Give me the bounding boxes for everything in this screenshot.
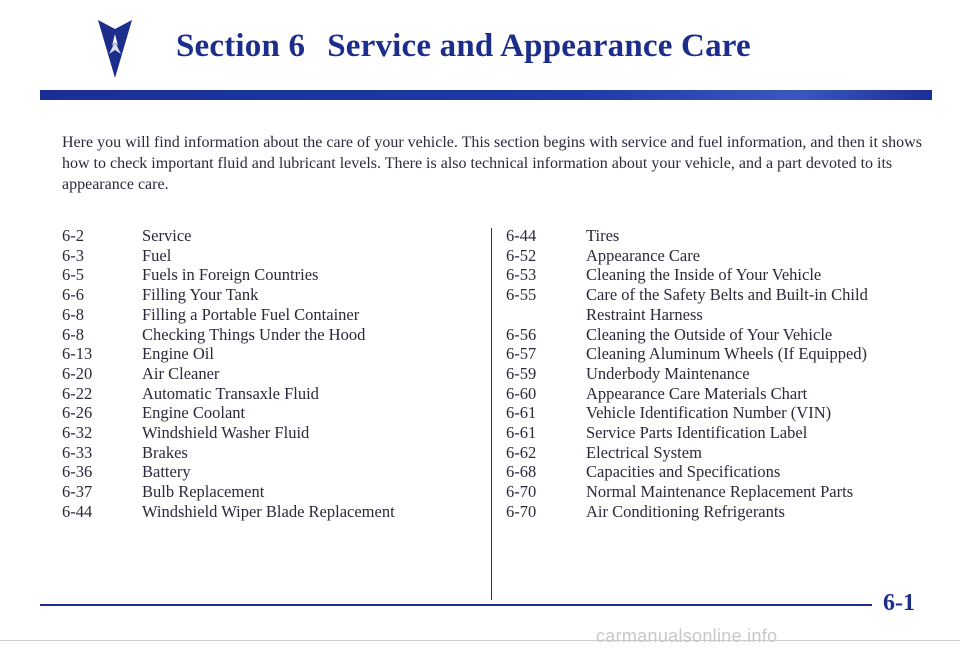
toc-title: Care of the Safety Belts and Built-in Child <box>586 285 868 305</box>
toc-title: Cleaning the Outside of Your Vehicle <box>586 324 833 344</box>
toc-entry <box>506 344 926 364</box>
toc-entry <box>506 403 926 423</box>
toc-title: Appearance Care Materials Chart <box>586 383 808 403</box>
toc-page: 6-44 <box>62 501 93 521</box>
toc-entry-continuation <box>506 305 926 325</box>
section-number: Section 6 <box>176 28 306 64</box>
page-number: 6-1 <box>883 590 915 616</box>
toc-page: 6-70 <box>506 482 537 502</box>
toc-title: Fuels in Foreign Countries <box>142 265 319 285</box>
toc-title: Fuel <box>142 245 172 265</box>
toc-entry <box>62 384 462 404</box>
toc-title: Cleaning the Inside of Your Vehicle <box>586 265 822 285</box>
toc-entry <box>506 443 926 463</box>
toc-page: 6-61 <box>506 403 537 423</box>
toc-title-continuation: Restraint Harness <box>586 304 703 324</box>
toc-title: Windshield Wiper Blade Replacement <box>142 501 395 521</box>
toc-entry <box>506 502 926 522</box>
pontiac-arrowhead-logo-icon <box>98 20 132 78</box>
section-title: Service and Appearance Care <box>327 28 751 64</box>
toc-left-column <box>62 226 462 522</box>
toc-title: Checking Things Under the Hood <box>142 324 366 344</box>
toc-page: 6-56 <box>506 324 537 344</box>
footer-rule <box>40 604 872 606</box>
toc-title: Air Cleaner <box>142 363 220 383</box>
toc-entry <box>506 325 926 345</box>
toc-entry <box>62 462 462 482</box>
toc-entry <box>62 246 462 266</box>
toc-entry <box>506 482 926 502</box>
toc-page: 6-52 <box>506 245 537 265</box>
toc-title: Battery <box>142 462 191 482</box>
toc-entry <box>62 344 462 364</box>
intro-paragraph: Here you will find information about the care of your vehicle. This section begins with service and fuel information, and then it shows how to check important fluid and lubricant levels. There is also technical information about your vehicle, and a part devoted to its appearance care. <box>62 134 922 193</box>
toc-title: Underbody Maintenance <box>586 363 750 383</box>
toc-entry <box>62 285 462 305</box>
toc-title: Service Parts Identification Label <box>586 423 808 443</box>
toc-page: 6-33 <box>62 442 93 462</box>
toc-page: 6-20 <box>62 363 93 383</box>
toc-page: 6-57 <box>506 344 537 364</box>
toc-title: Normal Maintenance Replacement Parts <box>586 482 854 502</box>
toc-entry <box>506 265 926 285</box>
toc-page: 6-2 <box>62 226 84 245</box>
toc-entry <box>506 285 926 305</box>
toc-page: 6-8 <box>62 304 84 324</box>
toc-entry <box>506 462 926 482</box>
toc-right-column <box>506 226 926 522</box>
toc-entry <box>62 364 462 384</box>
toc-entry <box>506 384 926 404</box>
toc-page: 6-8 <box>62 324 84 344</box>
column-divider <box>491 228 492 600</box>
toc-page: 6-70 <box>506 501 537 521</box>
toc-page: 6-6 <box>62 285 84 305</box>
toc-page: 6-60 <box>506 383 537 403</box>
toc-title: Appearance Care <box>586 245 701 265</box>
toc-title: Brakes <box>142 442 188 462</box>
toc-page: 6-32 <box>62 423 93 443</box>
toc-page: 6-22 <box>62 383 93 403</box>
toc-entry <box>62 502 462 522</box>
toc-entry <box>62 482 462 502</box>
toc-entry <box>62 226 462 246</box>
toc-page: 6-26 <box>62 403 93 423</box>
toc-page: 6-5 <box>62 265 84 285</box>
page-title <box>176 28 751 65</box>
toc-entry <box>62 325 462 345</box>
toc-title: Filling a Portable Fuel Container <box>142 304 360 324</box>
toc-title: Engine Coolant <box>142 403 246 423</box>
toc-title: Filling Your Tank <box>142 285 259 305</box>
toc-title: Capacities and Specifications <box>586 462 781 482</box>
toc-page: 6-37 <box>62 482 93 502</box>
header-rule <box>40 90 932 100</box>
toc-title: Service <box>142 226 192 245</box>
toc-page: 6-59 <box>506 363 537 383</box>
toc-title: Vehicle Identification Number (VIN) <box>586 403 832 423</box>
toc-title: Air Conditioning Refrigerants <box>586 501 785 521</box>
toc-title: Windshield Washer Fluid <box>142 423 310 443</box>
toc-entry <box>62 403 462 423</box>
toc-entry <box>506 246 926 266</box>
toc-entry <box>506 364 926 384</box>
toc-page: 6-3 <box>62 245 84 265</box>
toc-page: 6-68 <box>506 462 537 482</box>
toc-entry <box>506 423 926 443</box>
toc-page: 6-55 <box>506 285 537 305</box>
toc-page: 6-62 <box>506 442 537 462</box>
toc-entry <box>62 305 462 325</box>
toc-title: Automatic Transaxle Fluid <box>142 383 319 403</box>
toc-title: Bulb Replacement <box>142 482 265 502</box>
toc-page: 6-53 <box>506 265 537 285</box>
toc-entry <box>62 265 462 285</box>
footer-line <box>0 640 960 641</box>
toc-page: 6-13 <box>62 344 93 364</box>
watermark: carmanualsonline.info <box>596 626 778 646</box>
toc-entry <box>62 443 462 463</box>
toc-title: Cleaning Aluminum Wheels (If Equipped) <box>586 344 868 364</box>
toc-title: Electrical System <box>586 442 702 462</box>
toc-page: 6-44 <box>506 226 537 245</box>
toc-entry <box>62 423 462 443</box>
toc-page: 6-61 <box>506 423 537 443</box>
toc-page: 6-36 <box>62 462 93 482</box>
toc-title: Engine Oil <box>142 344 214 364</box>
toc-entry <box>506 226 926 246</box>
toc-title: Tires <box>586 226 620 245</box>
